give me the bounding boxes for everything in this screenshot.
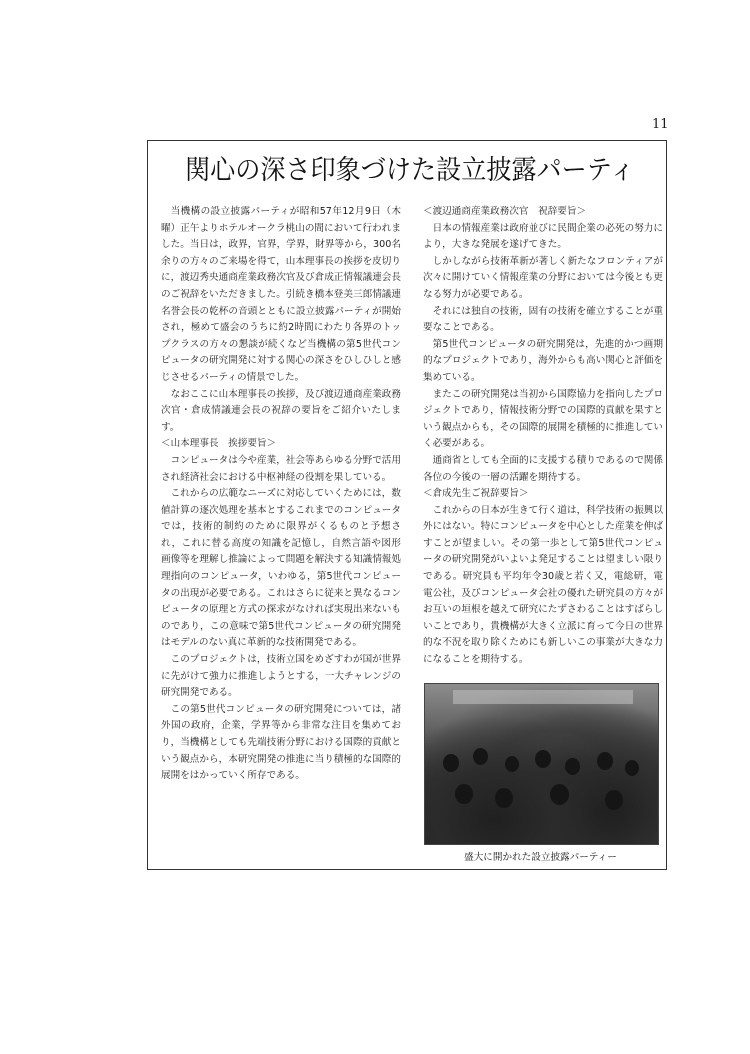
- photo-figure: [605, 790, 623, 810]
- photo-figure: [495, 788, 513, 808]
- party-photo: [424, 683, 659, 845]
- body-paragraph: これからの広範なニーズに対応していくためには，数値計算の逐次処理を基本とするこれまでのコンピュータでは，技術的制約のために限界がくるものと予想され，これに替る高度の知識を記憶し，自然言語や図形画像等を理解し推論によって問題を解決する知識情報処理指向のコンピュータ，いわゆる，第5世代コンピュータの出現が必要である。これはさらに従来と異なるコンピュータの原理と方式の探求がなければ実現出来ないものであり，この意味で第5世代コンピュータの研究開発はモデルのない真に革新的な技術開発である。: [161, 488, 401, 649]
- photo-figure: [550, 784, 569, 805]
- section-heading-yamamoto: ＜山本理事長 挨拶要旨＞: [161, 438, 277, 450]
- photo-banner: [453, 690, 633, 704]
- photo-figure: [505, 756, 519, 772]
- body-paragraph: それには独自の技術，固有の技術を確立することが重要なことである。: [423, 305, 663, 334]
- section-heading-watanabe: ＜渡辺通商産業政務次官 祝辞要旨＞: [423, 206, 587, 217]
- intro-paragraph: 当機構の設立披露パーティが昭和57年12月9日（木曜）正午よりホテルオークラ桃山の間において行われました。当日は，政界，官界，学界，財界等から，300名余りの方々のご来場を得て，山本理事長の挨拶を皮切りに，渡辺秀央通商産業政務次官及び倉成正情報議連会長のご祝辞をいただきました。引続き橋本登美三郎情議連名誉会長の乾杯の音頭とともに設立披露パーティが開始され，極めて盛会のうちに約2時間にわたり各界のトップクラスの方々の懇談が続くなど当機構の第5世代コンピュータの研究開発に対する関心の深さをひしひしと感じさせるパーティの情景でした。: [161, 206, 401, 383]
- section-heading-kuranari: ＜倉成先生ご祝辞要旨＞: [423, 488, 529, 500]
- right-column: [423, 204, 663, 669]
- photo-figure: [597, 752, 613, 770]
- left-column: [161, 204, 401, 785]
- photo-figure: [565, 758, 580, 775]
- body-paragraph: このプロジェクトは，技術立国をめざすわが国が世界に先がけて強力に推進しようとする，一大チャレンジの研究開発である。: [161, 654, 401, 699]
- intro-paragraph-2: なおここに山本理事長の挨拶，及び渡辺通商産業政務次官・倉成情議連会長の祝辞の要旨をご紹介いたします。: [161, 388, 401, 433]
- body-paragraph: またこの研究開発は当初から国際協力を指向したプロジェクトであり，情報技術分野での国際的貢献を果すという観点からも，その国際的展開を積極的に推進していく必要がある。: [423, 388, 663, 450]
- body-paragraph: 通商省としても全面的に支援する積りであるので関係各位の今後の一層の活躍を期待する。: [423, 454, 663, 483]
- body-paragraph: コンピュータは今や産業，社会等あらゆる分野で活用され経済社会における中枢神経の役割を果している。: [161, 454, 401, 483]
- photo-figure: [443, 754, 459, 772]
- article-title: 関心の深さ印象づけた設立披露パーティ: [185, 155, 635, 186]
- body-paragraph: 日本の情報産業は政府並びに民間企業の必死の努力により，大きな発展を遂げてきた。: [423, 222, 663, 251]
- photo-caption: 盛大に開かれた設立披露パーティー: [464, 852, 617, 863]
- photo-figure: [625, 760, 639, 776]
- photo-figure: [535, 750, 551, 768]
- body-paragraph: この第5世代コンピュータの研究開発については，諸外国の政府，企業，学界等から非常な注目を集めており，当機構としても先端技術分野における国際的貢献という観点から，本研究開発の推進に当り積極的な国際的展開をはかっていく所存である。: [161, 703, 401, 782]
- body-paragraph: しかしながら技術革新が著しく新たなフロンティアが次々に開けていく情報産業の分野においては今後とも更なる努力が必要である。: [423, 255, 663, 300]
- photo-figure: [455, 784, 473, 804]
- body-paragraph: これからの日本が生きて行く道は，科学技術の振興以外にはない。特にコンピュータを中心とした産業を伸ばすことが望ましい。その第一歩として第5世代コンピュータの研究開発がいよいよ発足することは望ましい限りである。研究員も平均年令30歳と若く又，電総研，電電公社，及びコンピュータ会社の優れた研究員の方々がお互いの垣根を越えて研究にたずさわることはすばらしいことであり，貴機構が大きく立派に育って今日の世界的な不況を取り除くためにも新しいこの事業が大きな力になることを期待する。: [423, 504, 663, 666]
- photo-figure: [473, 748, 488, 765]
- page-number: 11: [652, 117, 669, 132]
- body-paragraph: 第5世代コンピュータの研究開発は，先進的かつ画期的なプロジェクトであり，海外からも高い関心と評価を集めている。: [423, 338, 663, 383]
